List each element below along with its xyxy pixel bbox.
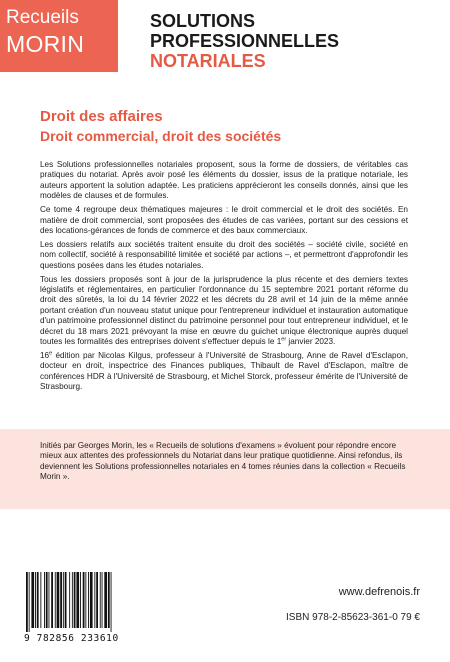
barcode-bar bbox=[29, 572, 30, 632]
edition-number: 16 bbox=[40, 350, 50, 360]
book-subtitle: Droit commercial, droit des sociétés bbox=[40, 128, 282, 144]
barcode-bar bbox=[40, 572, 41, 628]
publisher-website: www.defrenois.fr bbox=[338, 586, 420, 598]
paragraph-4-sup: er bbox=[281, 336, 287, 343]
barcode-bar bbox=[57, 572, 60, 628]
barcode-bar bbox=[90, 572, 93, 628]
description bbox=[40, 160, 408, 396]
barcode-bar bbox=[65, 572, 67, 628]
barcode-bar bbox=[26, 572, 28, 632]
barcode-bar bbox=[49, 572, 50, 628]
barcode-bar bbox=[46, 572, 48, 628]
paragraph-3: Les dossiers relatifs aux sociétés traitent ensuite du droit des sociétés – société civile, société en nom collectif, société à responsabilité limitée et société par actions –, et permettront d'approfondir les questions posées dans les études notariales. bbox=[40, 239, 408, 270]
paragraph-4-text: Tous les dossiers proposés sont à jour de la jurisprudence la plus récente et des derniers textes législatifs et réglementaires, en particulier l'ordonnance du 15 septembre 2021 portant réforme du droit des sûretés, la loi du 14 février 2022 et les décrets du 28 avril et 14 juin de la même année portant création d'un nouveau statut unique pour l'entrepreneur individuel et instauration automatique d'un patrimoine professionnel distinct du patrimoine personnel pour tout entrepreneur individuel, et le décret du 18 mars 2021 prévoyant la mise en œuvre du guichet unique électronique auprès duquel toutes les formalités des entreprises doivent s'effectuer depuis le 1 bbox=[40, 274, 408, 346]
barcode-bar bbox=[94, 572, 95, 628]
barcode-bar bbox=[111, 572, 112, 632]
paragraph-5-text: édition par Nicolas Kilgus, professeur à l'Université de Strasbourg, Anne de Ravel d'Esclapon, docteur en droit, inspectrice des Finances publiques, Thibault de Ravel d'Esclapon, maître de conférences HDR à l'Université de Strasbourg, et Michel Storck, professeur émérite de l'Université de Strasbourg. bbox=[40, 350, 408, 392]
barcode-bar bbox=[31, 572, 34, 628]
collection-note-text: Initiés par Georges Morin, les « Recueils de solutions d'examens » évoluent pour répondre encore mieux aux attentes des professionnels du Notariat dans leur pratique quotidienne. Ainsi refondus, ils deviennent les Solutions professionnelles notariales en 4 tomes réunies dans la collection « Recueils Morin ». bbox=[40, 441, 406, 482]
barcode-bar bbox=[76, 572, 79, 628]
barcode-bar bbox=[55, 572, 56, 628]
barcode-bar bbox=[69, 572, 70, 628]
collection-line2: PROFESSIONNELLES bbox=[150, 31, 340, 51]
book-title: Droit des affaires bbox=[40, 108, 163, 125]
collection-line1: SOLUTIONS bbox=[150, 11, 256, 31]
barcode-bar bbox=[37, 572, 39, 628]
edition-sup: e bbox=[49, 350, 53, 357]
barcode-bar bbox=[85, 572, 86, 628]
barcode-bar bbox=[72, 572, 73, 628]
barcode-bar bbox=[100, 572, 101, 628]
barcode-bar bbox=[88, 572, 89, 628]
barcode-bar bbox=[96, 572, 98, 628]
barcode-bar bbox=[80, 572, 81, 628]
barcode-bar bbox=[44, 572, 45, 628]
barcode-bar bbox=[104, 572, 107, 628]
barcode-bar bbox=[83, 572, 85, 628]
paragraph-4-end: janvier 2023. bbox=[286, 337, 336, 346]
paragraph-2: Ce tome 4 regroupe deux thématiques majeures : le droit commercial et le droit des sociétés. En matière de droit commercial, sont proposées des études de cas variées, portant sur des cessions et des locations-gérances de fonds de commerce et des baux commerciaux. bbox=[40, 205, 408, 235]
barcode-bar bbox=[35, 572, 36, 628]
barcode-bar bbox=[63, 572, 64, 628]
logo-line1: Recueils bbox=[6, 7, 79, 28]
barcode-digits: 9 782856 233610 bbox=[24, 633, 119, 644]
barcode bbox=[22, 572, 147, 638]
paragraph-5 bbox=[40, 351, 408, 393]
paragraph-4 bbox=[40, 275, 408, 348]
barcode-bar bbox=[51, 572, 53, 628]
isbn-price: ISBN 978-2-85623-361-0 79 € bbox=[286, 612, 420, 623]
barcode-bar bbox=[108, 572, 110, 628]
collection-note bbox=[0, 429, 450, 509]
publisher-logo bbox=[0, 0, 118, 72]
barcode-bar bbox=[102, 572, 103, 628]
collection-line3: NOTARIALES bbox=[150, 51, 266, 71]
collection-title bbox=[150, 11, 440, 71]
barcode-bar bbox=[74, 572, 76, 628]
logo-line2: MORIN bbox=[6, 31, 85, 57]
paragraph-1: Les Solutions professionnelles notariales proposent, sous la forme de dossiers, de véritables cas pratiques du notariat. Après avoir posé les éléments du dossier, issus de la pratique notariale, les auteurs apportent la solution adaptée. Les praticiens apprécieront les conseils donnés, ainsi que les modèles de clauses et de formules. bbox=[40, 160, 408, 201]
barcode-bar bbox=[60, 572, 62, 628]
